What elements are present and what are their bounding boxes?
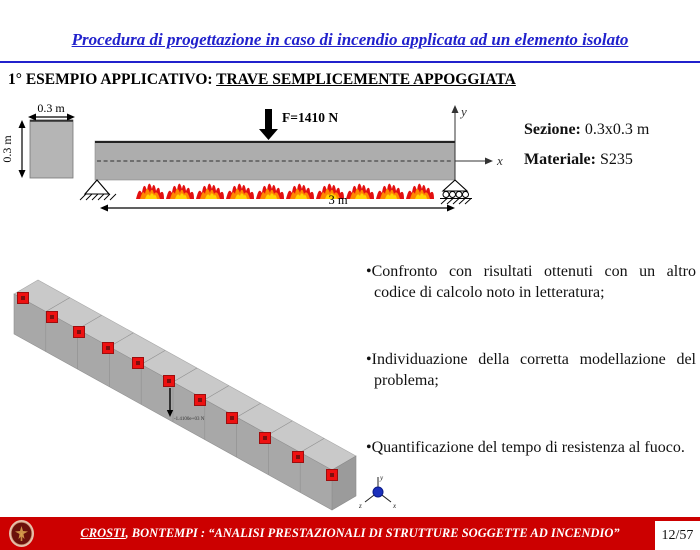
page-number: 12/57: [655, 517, 700, 550]
fem-model-3d: [0, 256, 410, 520]
axes: [452, 104, 504, 188]
section-width-label: 0.3 m: [37, 103, 65, 115]
bullet-icon: •: [366, 351, 372, 369]
flames-row: [136, 184, 434, 199]
section-value: 0.3x0.3 m: [580, 121, 650, 138]
section-square: [30, 120, 73, 178]
triad-z-label: z: [359, 502, 362, 510]
model-load-label: -1.4100e+03 N: [174, 417, 205, 422]
section-height-dim: [0, 120, 26, 178]
section-label: Sezione:: [524, 121, 581, 138]
material-value: S235: [595, 151, 633, 168]
properties-block: [524, 121, 649, 181]
beam-body: [95, 141, 455, 180]
force-label: F=1410 N: [282, 110, 339, 125]
section-width-dim: [28, 103, 75, 121]
footer: [0, 517, 700, 550]
footer-citation: [45, 526, 655, 541]
triad-x-label: x: [393, 502, 397, 510]
material-property: [524, 151, 649, 169]
bullet-icon: •: [366, 439, 372, 457]
footer-author: CROSTI: [80, 526, 126, 540]
slide-title: Procedura di progettazione in caso di incendio applicata ad un elemento isolato: [71, 30, 629, 49]
title-rule: [0, 61, 700, 63]
slide-subtitle: [8, 71, 516, 89]
bullet-item: •Confronto con risultati ottenuti con un altro codice di calcolo noto in letteratura;: [366, 263, 696, 302]
span-label: 3 m: [328, 193, 348, 207]
footer-text-rest: , BONTEMPI : “ANALISI PRESTAZIONALI DI STRUTTURE SOGGETTE AD INCENDIO”: [125, 526, 620, 540]
x-axis-label: x: [497, 153, 503, 168]
material-label: Materiale:: [524, 151, 596, 168]
triad-origin: [373, 487, 383, 497]
axis-triad: [358, 474, 397, 510]
footer-bar: [0, 517, 655, 550]
pinned-support: [80, 180, 116, 200]
university-seal-icon: [8, 519, 35, 548]
section-property: [524, 121, 649, 139]
subtitle-main: TRAVE SEMPLICEMENTE APPOGGIATA: [216, 71, 516, 88]
beam-diagram: [0, 103, 520, 221]
roller-support: [440, 180, 472, 204]
bullet-item: •Individuazione della corretta modellazione del problema;: [366, 351, 696, 390]
y-axis-label: y: [461, 104, 467, 119]
bullet-list: [366, 261, 696, 459]
bullet-icon: •: [366, 263, 372, 280]
section-height-label: 0.3 m: [0, 135, 14, 163]
force-arrow: [259, 109, 338, 140]
triad-y-label: y: [380, 474, 384, 482]
subtitle-prefix: 1° ESEMPIO APPLICATIVO:: [8, 71, 217, 88]
bullet-item: •Quantificazione del tempo di resistenza al fuoco.: [366, 439, 685, 457]
